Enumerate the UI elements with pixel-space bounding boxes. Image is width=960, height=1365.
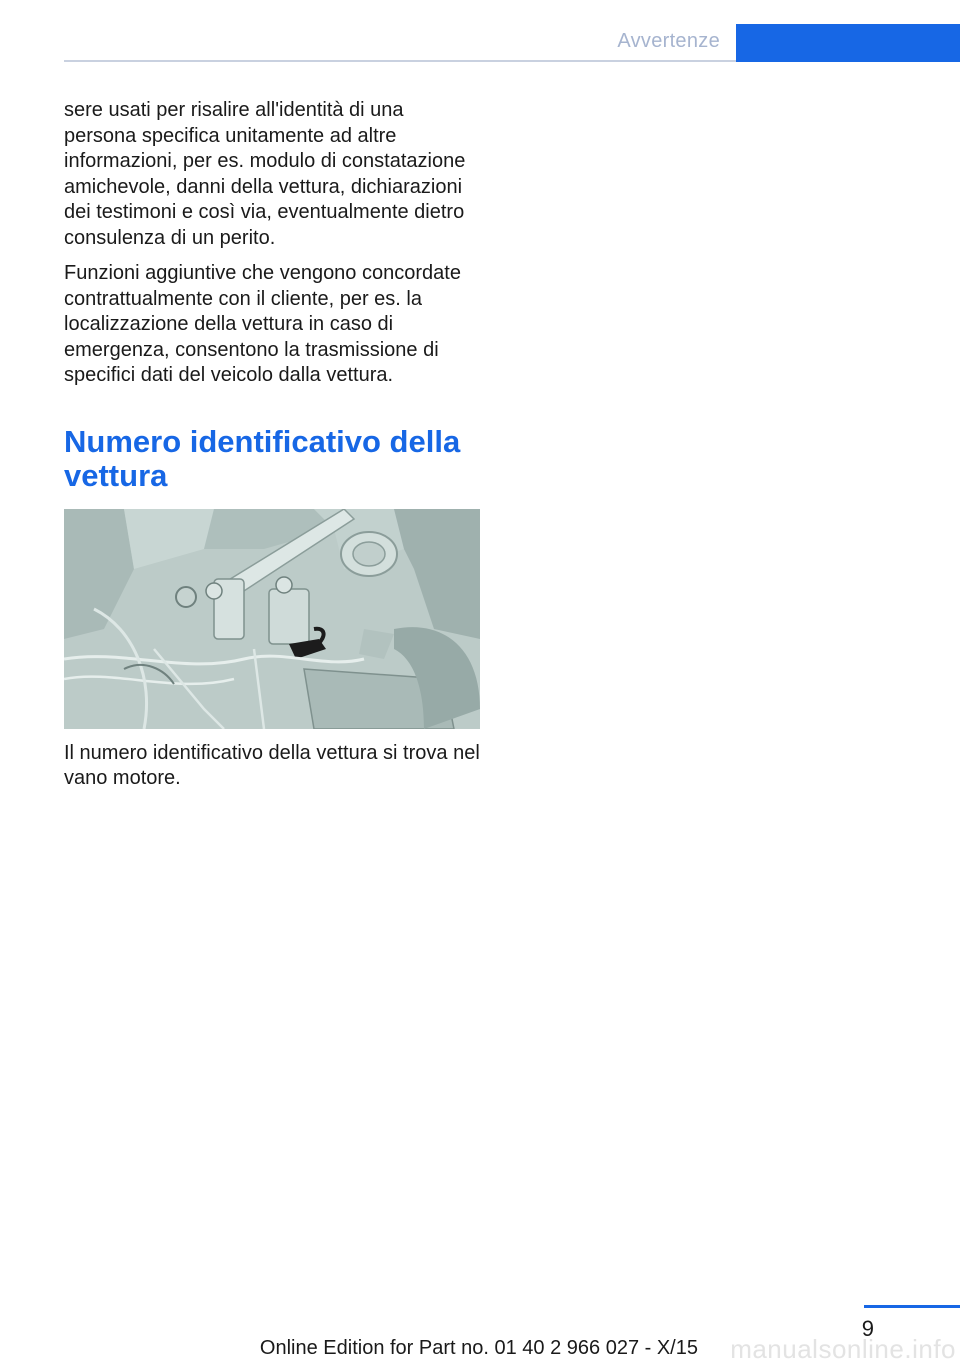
- page-number: 9: [861, 1316, 874, 1341]
- chapter-tab-marker: [736, 24, 960, 62]
- watermark: manualsonline.info: [730, 1334, 956, 1364]
- footer-rule: [864, 1305, 960, 1308]
- paragraph-data-privacy: sere usati per risalire all'identità di una persona specifica unitamente ad altre informazioni, per es. modulo di constatazione amichevole, danni della vettura, dichiarazioni dei testimoni e così via, eventualmente dietro consulenza di un perito.: [64, 99, 466, 249]
- engine-bay-photo: [64, 509, 480, 729]
- chapter-title: Avvertenze: [617, 30, 720, 52]
- figure-caption: Il numero identificativo della vettura si trova nel vano motore.: [64, 741, 480, 789]
- edition-footer: Online Edition for Part no. 01 40 2 966 027 - X/15: [259, 1337, 698, 1359]
- section-heading: Numero identificativo della vettura: [64, 423, 461, 493]
- main-column: [64, 98, 480, 802]
- paragraph-additional-functions: Funzioni aggiuntive che vengono concordate contrattualmente con il cliente, per es. la localizzazione della vettura in caso di emergenza, consentono la trasmissione di specifici dati del veicolo dalla vettura.: [64, 262, 461, 386]
